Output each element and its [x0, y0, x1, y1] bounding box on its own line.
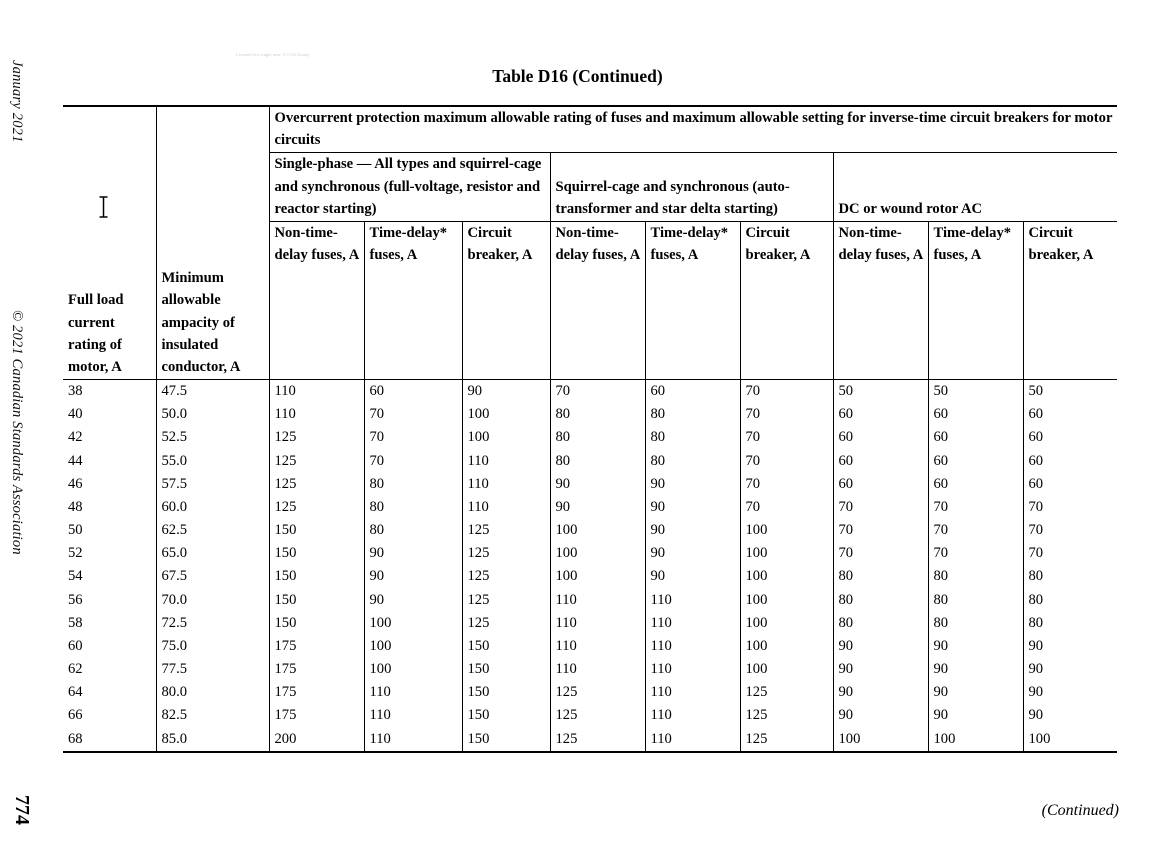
table-cell: 46	[68, 475, 83, 492]
table-cell: 80	[550, 450, 645, 473]
table-cell: 90	[833, 658, 928, 681]
stub-filler-6	[740, 267, 833, 379]
table-cell: 60	[928, 426, 1023, 449]
table-cell: 100	[550, 519, 645, 542]
margin-copyright-label: © 2021 Canadian Standards Association	[9, 310, 25, 555]
header-group-squirrel-cage: Squirrel-cage and synchronous (auto-transformer and star delta starting)	[550, 153, 833, 222]
table-row	[63, 565, 1117, 588]
table-cell: 80	[928, 612, 1023, 635]
table-cell: 70	[550, 380, 645, 404]
table-cell: 70	[928, 496, 1023, 519]
table-cell: 90	[645, 519, 740, 542]
table-cell: 80	[1023, 565, 1117, 588]
continued-note: (Continued)	[1041, 802, 1119, 819]
table-cell: 60	[645, 380, 740, 404]
table-cell: 80	[833, 612, 928, 635]
table-cell: 110	[550, 658, 645, 681]
table-cell: 58	[68, 614, 83, 631]
table-cell: 60	[833, 450, 928, 473]
table-row	[63, 681, 1117, 704]
table-row	[63, 426, 1117, 449]
header-col-5: Time-delay* fuses, A	[645, 221, 740, 267]
table-cell: 90	[928, 658, 1023, 681]
table-cell: 125	[462, 542, 550, 565]
table-cell: 90	[645, 542, 740, 565]
table-cell: 60	[68, 637, 83, 654]
table-cell: 100	[740, 635, 833, 658]
table-cell: 80	[1023, 612, 1117, 635]
table-cell: 150	[269, 565, 364, 588]
table-cell: 54	[68, 568, 83, 585]
table-cell: 125	[269, 473, 364, 496]
table-cell: 72.5	[156, 612, 269, 635]
table-cell: 110	[364, 704, 462, 727]
page-title: Table D16 (Continued)	[492, 66, 663, 86]
table-cell: 150	[269, 589, 364, 612]
table-row	[63, 403, 1117, 426]
stub-filler-4	[550, 267, 645, 379]
table-cell: 90	[364, 589, 462, 612]
table-cell: 80	[645, 450, 740, 473]
text-cursor-icon	[98, 196, 109, 218]
table-cell: 100	[740, 565, 833, 588]
table-cell: 60.0	[156, 496, 269, 519]
table-cell: 90	[1023, 704, 1117, 727]
table-row	[63, 542, 1117, 565]
table-cell: 100	[462, 403, 550, 426]
table-cell: 60	[1023, 450, 1117, 473]
table-header-row-stub	[63, 267, 1117, 379]
table-cell: 125	[462, 519, 550, 542]
header-col-2: Time-delay* fuses, A	[364, 221, 462, 267]
table-cell: 70	[740, 403, 833, 426]
table-cell: 70	[833, 519, 928, 542]
table-cell: 70	[364, 450, 462, 473]
header-col-8: Time-delay* fuses, A	[928, 221, 1023, 267]
table-cell: 85.0	[156, 728, 269, 752]
table-cell: 80	[364, 519, 462, 542]
table-cell: 50	[928, 380, 1023, 404]
table-cell: 50	[1023, 380, 1117, 404]
table-cell: 110	[645, 704, 740, 727]
table-cell: 70	[928, 542, 1023, 565]
table-cell: 175	[269, 681, 364, 704]
table-cell: 60	[833, 403, 928, 426]
table-cell: 150	[462, 728, 550, 752]
table-cell: 125	[740, 704, 833, 727]
table-cell: 70	[833, 496, 928, 519]
table-cell: 125	[550, 704, 645, 727]
table-row	[63, 496, 1117, 519]
table-cell: 70	[1023, 519, 1117, 542]
table-cell: 64	[68, 684, 83, 701]
header-col-7: Non-time-delay fuses, A	[833, 221, 928, 267]
table-cell: 80	[1023, 589, 1117, 612]
table-cell: 62.5	[156, 519, 269, 542]
table-data-body	[63, 380, 1117, 752]
table-cell: 90	[928, 681, 1023, 704]
table-cell: 50	[833, 380, 928, 404]
table-cell: 48	[68, 498, 83, 515]
table-cell: 70	[740, 380, 833, 404]
table-d16	[63, 105, 1117, 753]
table-row	[63, 450, 1117, 473]
table-cell: 67.5	[156, 565, 269, 588]
table-cell: 150	[462, 681, 550, 704]
table-cell: 100	[833, 728, 928, 752]
table-cell: 175	[269, 704, 364, 727]
table-cell: 90	[645, 565, 740, 588]
table-cell: 200	[269, 728, 364, 752]
table-header-row-spanner	[63, 106, 1117, 153]
table-cell: 125	[462, 612, 550, 635]
table-row	[63, 658, 1117, 681]
table-cell: 100	[928, 728, 1023, 752]
stub-filler-7	[833, 267, 928, 379]
table-cell: 90	[833, 635, 928, 658]
table-cell: 80	[364, 473, 462, 496]
table-cell: 110	[550, 635, 645, 658]
stub-filler-5	[645, 267, 740, 379]
table-cell: 110	[645, 658, 740, 681]
table-cell: 110	[462, 496, 550, 519]
table-cell: 70	[740, 450, 833, 473]
header-stub-full-load: Full load current rating of motor, A	[63, 267, 156, 379]
table-row	[63, 473, 1117, 496]
table-cell: 100	[740, 542, 833, 565]
table-cell: 55.0	[156, 450, 269, 473]
table-cell: 80	[833, 589, 928, 612]
table-row	[63, 380, 1117, 404]
table-row	[63, 589, 1117, 612]
table-cell: 90	[645, 473, 740, 496]
table-cell: 125	[462, 565, 550, 588]
header-col-1: Non-time-delay fuses, A	[269, 221, 364, 267]
table-cell: 44	[68, 452, 83, 469]
table-cell: 125	[740, 681, 833, 704]
table-cell: 60	[928, 473, 1023, 496]
table-cell: 90	[364, 542, 462, 565]
table-cell: 70	[740, 426, 833, 449]
table-cell: 100	[1023, 728, 1117, 752]
header-cell-full-load	[63, 106, 156, 267]
table-cell: 70	[740, 473, 833, 496]
table-cell: 80	[550, 426, 645, 449]
table-cell: 110	[269, 380, 364, 404]
header-col-3: Circuit breaker, A	[462, 221, 550, 267]
table-cell: 110	[645, 612, 740, 635]
table-cell: 47.5	[156, 380, 269, 404]
table-cell: 175	[269, 635, 364, 658]
table-cell: 70	[740, 496, 833, 519]
table-cell: 60	[928, 450, 1023, 473]
table-cell: 100	[462, 426, 550, 449]
table-cell: 100	[740, 519, 833, 542]
table-cell: 110	[645, 728, 740, 752]
margin-date-label: January 2021	[9, 60, 25, 143]
table-cell: 110	[550, 589, 645, 612]
table-cell: 90	[462, 380, 550, 404]
table-cell: 68	[63, 728, 156, 752]
stub-filler-1	[269, 267, 364, 379]
table-cell: 90	[833, 704, 928, 727]
header-cell-min-ampacity	[156, 106, 269, 267]
stub-filler-9	[1023, 267, 1117, 379]
table-cell: 80	[928, 565, 1023, 588]
table-cell: 150	[462, 658, 550, 681]
table-cell: 50	[68, 522, 83, 539]
table-cell: 75.0	[156, 635, 269, 658]
table-cell: 150	[269, 519, 364, 542]
table-cell: 90	[1023, 658, 1117, 681]
header-group-single-phase: Single-phase — All types and squirrel-cage and synchronous (full-voltage, resistor and reactor starting)	[269, 153, 550, 222]
header-watermark: Licensed for single user. © CSA Group	[236, 52, 309, 57]
table-row	[63, 704, 1117, 727]
table-cell: 70	[1023, 542, 1117, 565]
table-cell: 100	[740, 589, 833, 612]
table-cell: 60	[1023, 473, 1117, 496]
table-cell: 125	[462, 589, 550, 612]
table-cell: 40	[68, 406, 83, 423]
table-row	[63, 519, 1117, 542]
table-cell: 125	[550, 681, 645, 704]
table-cell: 50.0	[156, 403, 269, 426]
stub-filler-8	[928, 267, 1023, 379]
table-cell: 60	[364, 380, 462, 404]
table-cell: 110	[462, 473, 550, 496]
table-row	[63, 728, 1117, 752]
table-cell: 70	[364, 426, 462, 449]
table-cell: 62	[68, 661, 83, 678]
table-cell: 110	[645, 635, 740, 658]
table-cell: 60	[833, 426, 928, 449]
table-cell: 90	[833, 681, 928, 704]
table-cell: 70.0	[156, 589, 269, 612]
table-cell: 66	[68, 707, 83, 724]
table-cell: 110	[364, 728, 462, 752]
table-cell: 65.0	[156, 542, 269, 565]
table-cell: 60	[1023, 426, 1117, 449]
table-cell: 80	[550, 403, 645, 426]
table-cell: 125	[740, 728, 833, 752]
table-cell: 60	[928, 403, 1023, 426]
table-cell: 150	[269, 612, 364, 635]
table-cell: 125	[269, 426, 364, 449]
table-cell: 80	[928, 589, 1023, 612]
table-body	[63, 105, 1117, 753]
table-cell: 110	[645, 589, 740, 612]
table-cell: 80	[364, 496, 462, 519]
table-cell: 125	[269, 496, 364, 519]
table-cell: 125	[269, 450, 364, 473]
table-cell: 38	[68, 383, 83, 400]
table-cell: 90	[550, 473, 645, 496]
table-cell: 90	[928, 635, 1023, 658]
header-group-dc-wound-rotor: DC or wound rotor AC	[833, 153, 1117, 222]
table-cell: 100	[740, 612, 833, 635]
table-cell: 90	[364, 565, 462, 588]
table-cell: 70	[1023, 496, 1117, 519]
table-cell: 110	[269, 403, 364, 426]
header-col-4: Non-time-delay fuses, A	[550, 221, 645, 267]
table-cell: 90	[1023, 681, 1117, 704]
header-spanner-overcurrent: Overcurrent protection maximum allowable rating of fuses and maximum allowable setting for inverse-time circuit breakers for motor circuits	[269, 106, 1117, 153]
table-cell: 90	[1023, 635, 1117, 658]
table-cell: 110	[550, 612, 645, 635]
header-stub-min-ampacity: Minimum allowable ampacity of insulated conductor, A	[156, 267, 269, 379]
table-cell: 110	[645, 681, 740, 704]
stub-filler-3	[462, 267, 550, 379]
table-cell: 110	[462, 450, 550, 473]
stub-filler-2	[364, 267, 462, 379]
table-cell: 70	[364, 403, 462, 426]
table-cell: 110	[364, 681, 462, 704]
table-cell: 150	[462, 635, 550, 658]
table-cell: 82.5	[156, 704, 269, 727]
table-cell: 100	[364, 635, 462, 658]
table-cell: 77.5	[156, 658, 269, 681]
table-cell: 100	[364, 658, 462, 681]
table-cell: 80	[833, 565, 928, 588]
table-cell: 90	[645, 496, 740, 519]
table-cell: 56	[68, 591, 83, 608]
table-cell: 100	[740, 658, 833, 681]
table-row	[63, 612, 1117, 635]
table-cell: 52	[68, 545, 83, 562]
table-cell: 90	[550, 496, 645, 519]
table-cell: 42	[68, 429, 83, 446]
table-cell: 100	[364, 612, 462, 635]
header-col-6: Circuit breaker, A	[740, 221, 833, 267]
table-cell: 57.5	[156, 473, 269, 496]
table-cell: 90	[928, 704, 1023, 727]
table-cell: 100	[550, 542, 645, 565]
table-cell: 80.0	[156, 681, 269, 704]
header-col-9: Circuit breaker, A	[1023, 221, 1117, 267]
table-cell: 100	[550, 565, 645, 588]
table-cell: 150	[462, 704, 550, 727]
page-number: 774	[11, 795, 33, 825]
table-cell: 60	[833, 473, 928, 496]
table-cell: 52.5	[156, 426, 269, 449]
table-cell: 70	[833, 542, 928, 565]
table-cell: 70	[928, 519, 1023, 542]
table-cell: 150	[269, 542, 364, 565]
table-cell: 175	[269, 658, 364, 681]
table-cell: 60	[1023, 403, 1117, 426]
table-cell: 80	[645, 403, 740, 426]
table-cell: 125	[550, 728, 645, 752]
table-cell: 80	[645, 426, 740, 449]
table-row	[63, 635, 1117, 658]
